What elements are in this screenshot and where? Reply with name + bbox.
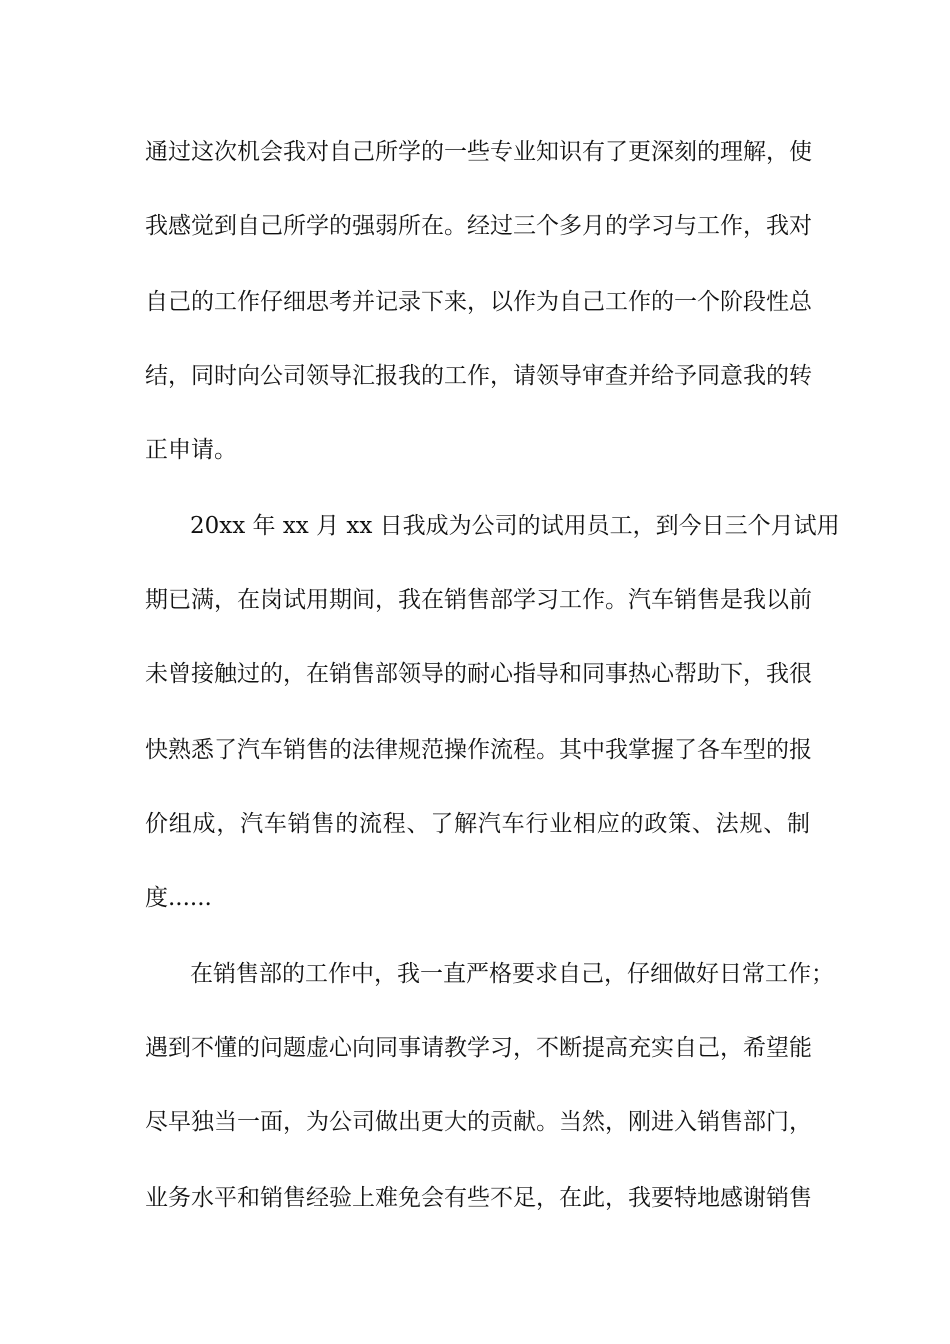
paragraph-line: 通过这次机会我对自己所学的一些专业知识有了更深刻的理解，使 [145, 139, 812, 165]
paragraph-line: 度...... [145, 885, 212, 911]
paragraph-line: 在销售部的工作中，我一直严格要求自己，仔细做好日常工作； [190, 961, 834, 987]
paragraph-line: 结，同时向公司领导汇报我的工作，请领导审查并给予同意我的转 [145, 363, 812, 389]
paragraph-line: 自己的工作仔细思考并记录下来，以作为自己工作的一个阶段性总 [145, 289, 812, 315]
paragraph-line: 价组成，汽车销售的流程、了解汽车行业相应的政策、法规、制 [145, 811, 810, 837]
paragraph-line: 遇到不懂的问题虚心向同事请教学习，不断提高充实自己，希望能 [145, 1035, 812, 1061]
paragraph-line: 尽早独当一面，为公司做出更大的贡献。当然，刚进入销售部门， [145, 1109, 812, 1135]
paragraph-line: 未曾接触过的，在销售部领导的耐心指导和同事热心帮助下，我很 [145, 661, 812, 687]
paragraph-line: 业务水平和销售经验上难免会有些不足，在此，我要特地感谢销售 [145, 1185, 812, 1211]
paragraph-line: 正申请。 [145, 437, 237, 463]
paragraph-line: 我感觉到自己所学的强弱所在。经过三个多月的学习与工作，我对 [145, 213, 812, 239]
paragraph-line: 期已满，在岗试用期间，我在销售部学习工作。汽车销售是我以前 [145, 587, 812, 613]
paragraph-line: 快熟悉了汽车销售的法律规范操作流程。其中我掌握了各车型的报 [145, 737, 812, 763]
paragraph-line: 20xx 年 xx 月 xx 日我成为公司的试用员工，到今日三个月试用 [190, 513, 840, 539]
